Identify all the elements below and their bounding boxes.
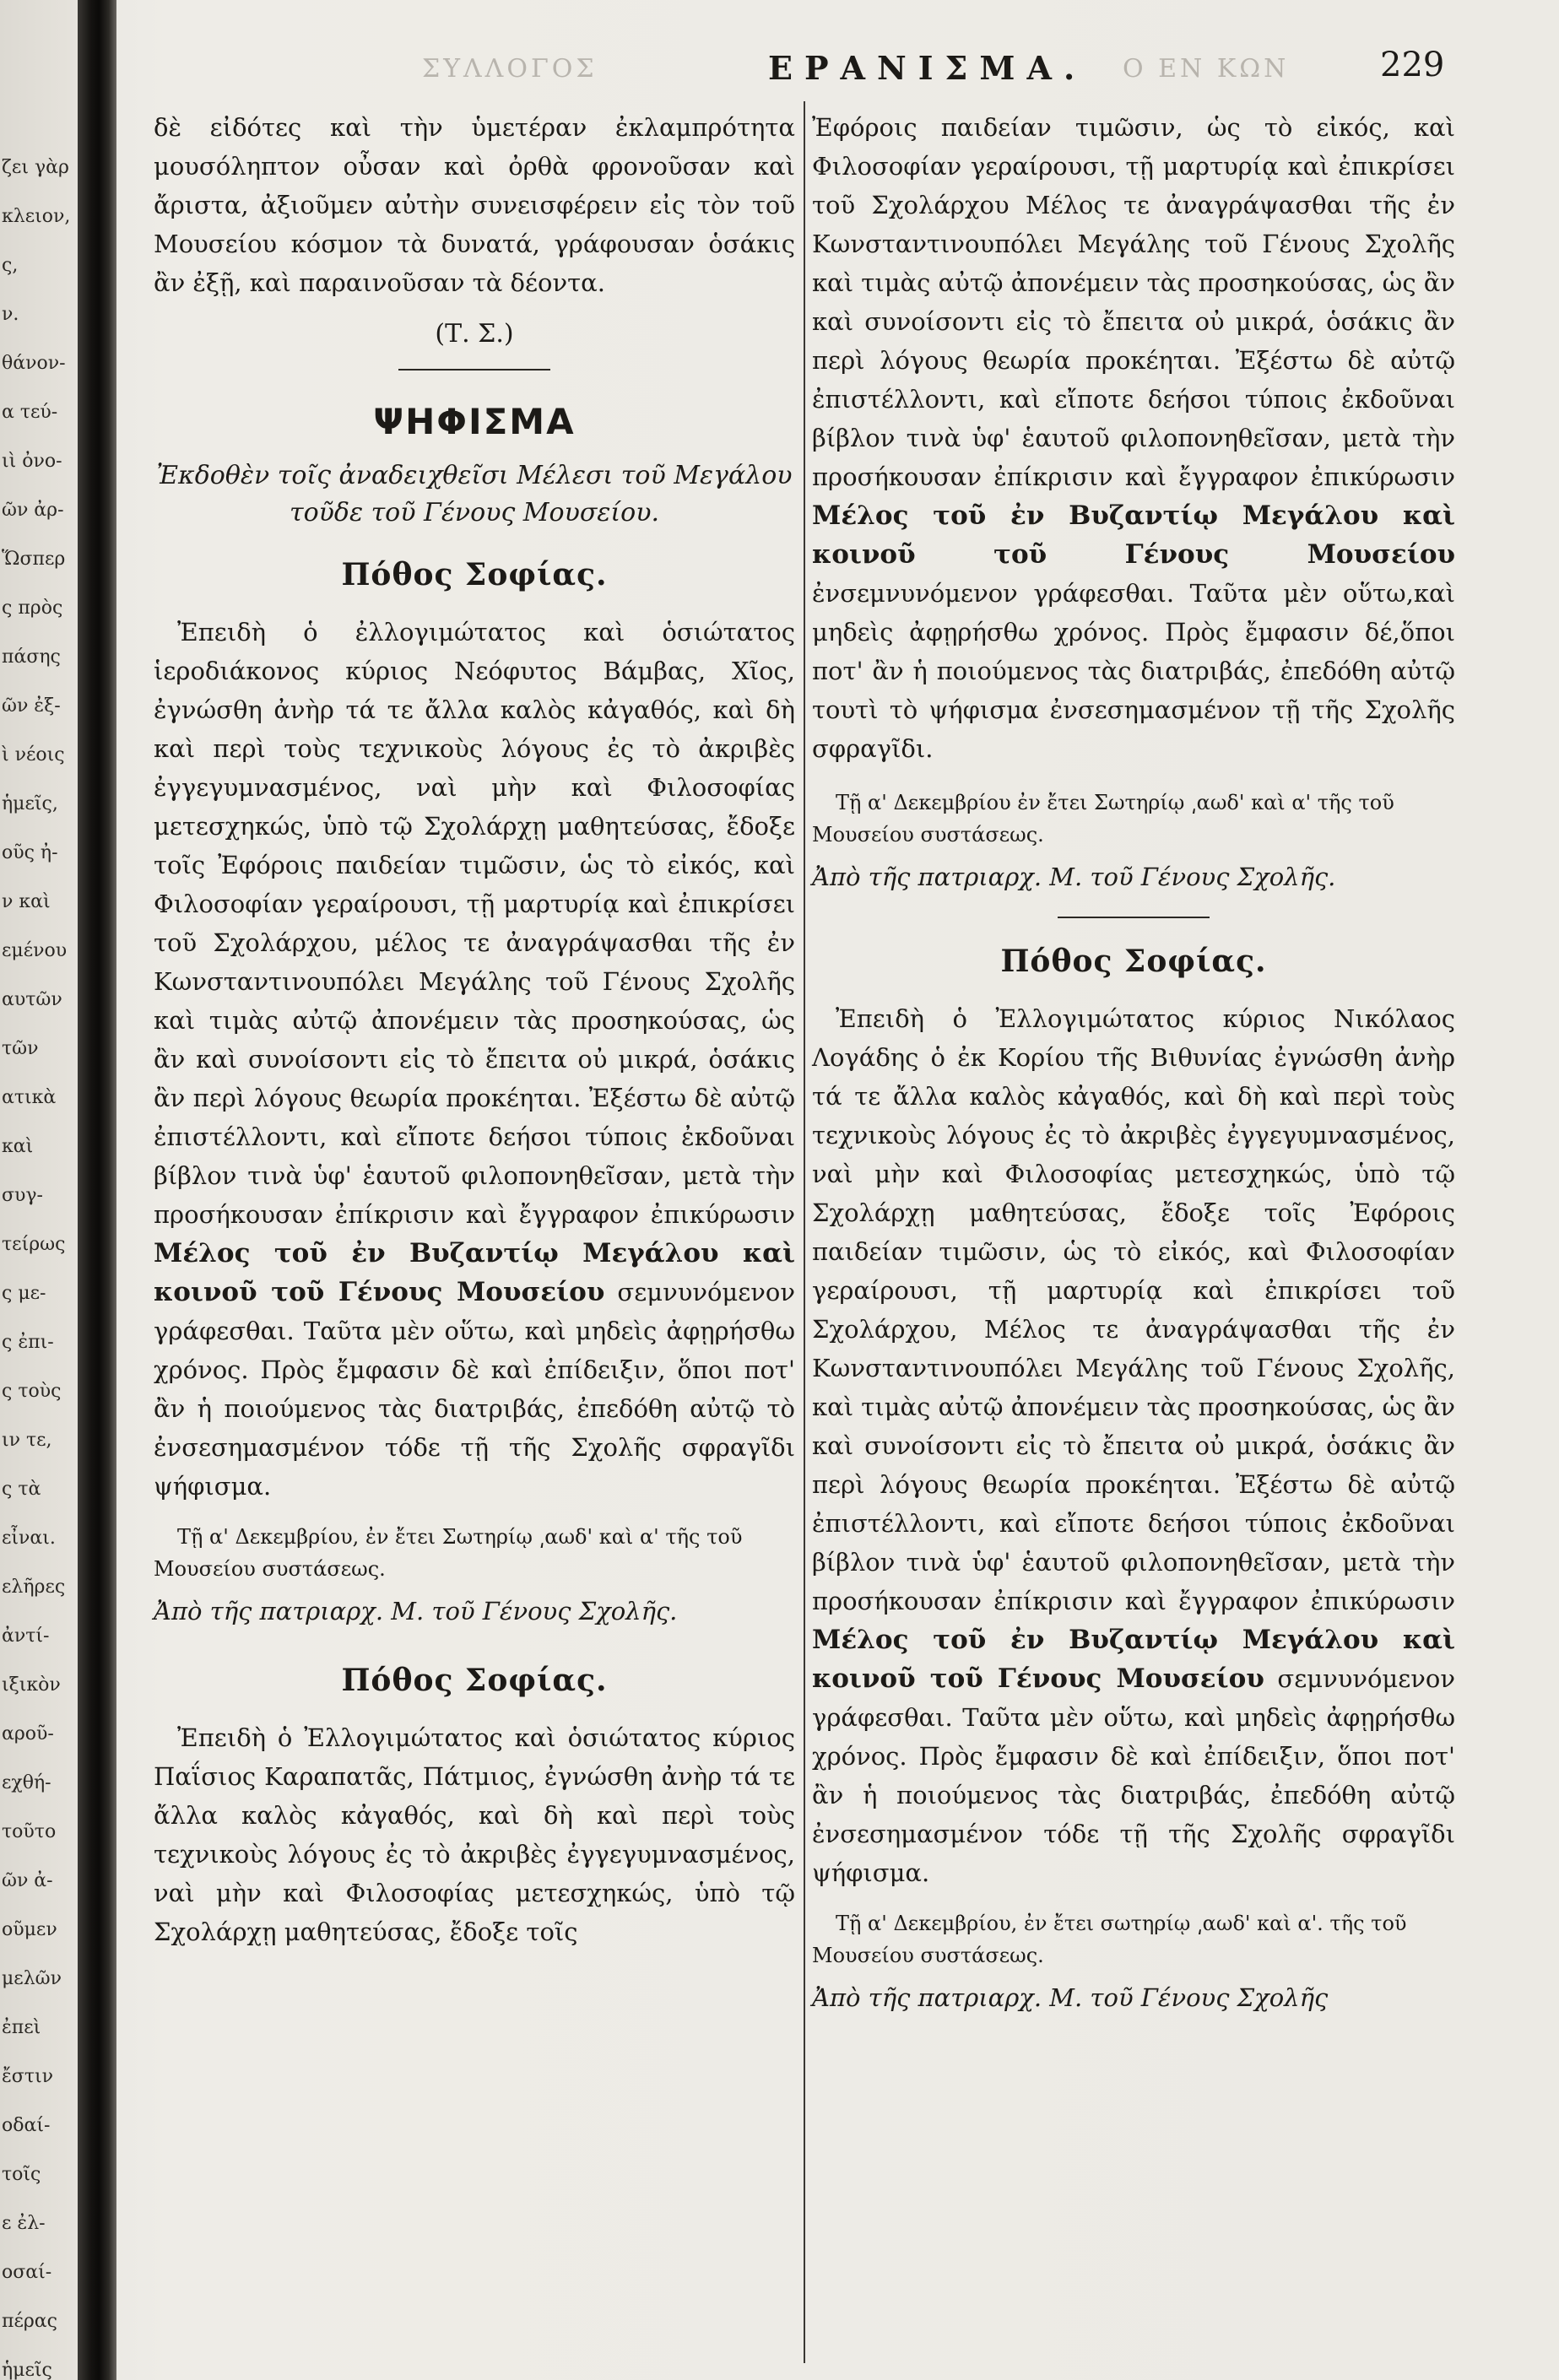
decree-date: Τῇ α' Δεκεμβρίου, ἐν ἔτει σωτηρίῳ ͵αωδ' καὶ α'. τῆς τοῦ Μουσείου συστάσεως. [812, 1912, 1407, 1967]
margin-fragment: εμένου [2, 940, 68, 961]
margin-fragment: αροῦ- [2, 1723, 54, 1744]
margin-fragment: α τεύ- [2, 402, 58, 423]
signature: (Τ. Σ.) [435, 319, 514, 349]
section-rule [1058, 917, 1210, 918]
decree-body: Ἐπειδὴ ὁ ἐλλογιμώτατος καὶ ὁσιώτατος ἱεροδιάκονος κύριος Νεόφυτος Βάμβας, Χῖος, ἐγνώσθη ἀνὴρ τά τε ἄλλα καλὸς κἀγαθός, καὶ δὴ καὶ περὶ τοὺς τεχνικοὺς λόγους ἐς τὸ ἀκριβὲς ἐγγεγυμνασμένος, ναὶ μὴν καὶ Φιλοσοφίας μετεσχηκώς, ὑπὸ τῷ Σχολάρχῃ μαθητεύσας, ἔδοξε τοῖς Ἐφόροις παιδείαν τιμῶσιν, ὡς τὸ εἰκός, καὶ Φιλοσοφίαν γεραίρουσι, τῇ μαρτυρίᾳ καὶ ἐπικρίσει τοῦ Σχολάρχου, μέλος τε ἀναγράψασθαι τῆς ἐν Κωνσταντινουπόλει Μεγάλης τοῦ Γένους Σχολῆς καὶ τιμὰς αὐτῷ ἀπονέμειν τὰς προσηκούσας, ὡς ἂν καὶ συνοίσοντι εἰς τὸ ἔπειτα οὐ μικρά, ὁσάκις ἂν περὶ λόγους θεωρία προκέηται. Ἐξέστω δὲ αὐτῷ ἐπιστέλλοντι, καὶ εἴποτε δεήσοι τύποις ἐκδοῦναι βίβλον τινὰ ὑφ' ἑαυτοῦ φιλοπονηθεῖσαν, μετὰ τὴν προσήκουσαν ἐπίκρισιν καὶ ἔγγραφον ἐπικύρωσιν [154, 618, 795, 1229]
margin-fragment: ἔστιν [2, 2066, 53, 2087]
decree-body-end: ἐνσεμνυνόμενον γράφεσθαι. Ταῦτα μὲν οὕτω,καὶ μηδεὶς ἀφῃρήσθω χρόνος. Πρὸς ἔμφασιν δέ,ὅποι ποτ' ἂν ἡ ποιούμενος τὰς διατριβάς, ἐπεδόθη αὐτῷ τουτὶ τὸ ψήφισμα ἐνσεσημασμένον τῇ τῆς Σχολῆς σφραγῖδι. [812, 579, 1455, 763]
decree-body: Ἐφόροις παιδείαν τιμῶσιν, ὡς τὸ εἰκός, καὶ Φιλοσοφίαν γεραίρουσι, τῇ μαρτυρίᾳ καὶ ἐπικρίσει τοῦ Σχολάρχου Μέλος τε ἀναγράψασθαι τῆς ἐν Κωνσταντινουπόλει Μεγάλης τοῦ Γένους Σχολῆς καὶ τιμὰς αὐτῷ ἀπονέμειν τὰς προσηκούσας, ὡς ἂν καὶ συνοίσοντι εἰς τὸ ἔπειτα οὐ μικρά, ὁσάκις ἂν περὶ λόγους θεωρία προκέηται. Ἐξέστω δὲ αὐτῷ ἐπιστέλλοντι, καὶ εἴποτε δεήσοι τύποις ἐκδοῦναι βίβλον τινὰ ὑφ' ἑαυτοῦ φιλοπονηθεῖσαν, μετὰ τὴν προσήκουσαν ἐπίκρισιν καὶ ἔγγραφον ἐπικύρωσιν [812, 113, 1455, 491]
margin-fragment: ῶν ἀρ- [2, 500, 64, 521]
margin-fragment: ἐπεὶ [2, 2017, 41, 2038]
decree-heading: ΨΗΦΙΣΜΑ [373, 401, 576, 442]
page-number: 229 [1380, 46, 1445, 84]
margin-fragment: ς με- [2, 1283, 46, 1304]
margin-fragment: ν καὶ [2, 891, 51, 912]
journal-title: ΕΡΑΝΙΣΜΑ. [768, 49, 1087, 87]
margin-fragment: αυτῶν [2, 989, 62, 1010]
column-divider [804, 101, 805, 2363]
margin-fragment: τοῦτο [2, 1821, 57, 1842]
section-rule [398, 369, 550, 371]
continued-decree-text [812, 108, 1455, 768]
decree-body-end: σεμνυνόμενον γράφεσθαι. Ταῦτα μὲν οὕτω, καὶ μηδεὶς ἀφῃρήσθω χρόνος. Πρὸς ἔμφασιν δὲ καὶ ἐπίδειξιν, ὅποι ποτ' ἂν ἡ ποιούμενος τὰς διατριβάς, ἐπεδόθη αὐτῷ τὸ ἐνσεσημασμένον τόδε τῇ τῆς Σχολῆς σφραγῖδι ψήφισμα. [154, 1278, 796, 1501]
margin-fragment: πάσης [2, 646, 61, 668]
margin-fragment: οσαί- [2, 2262, 52, 2283]
bleed-through-text-right: Ο ΕΝ ΚΩΝ [1123, 54, 1290, 84]
margin-fragment: εἶναι. [2, 1528, 56, 1549]
margin-fragment: ιξικὸν [2, 1674, 61, 1696]
section-title: Πόθος Σοφίας. [341, 557, 608, 592]
margin-fragment: τῶν [2, 1038, 39, 1059]
margin-fragment: ατικὰ [2, 1087, 57, 1108]
margin-fragment: ῶν ἐξ- [2, 695, 61, 717]
right-column [812, 108, 1455, 2012]
margin-fragment: ιν τε, [2, 1430, 52, 1451]
margin-fragment: ζει γὰρ [2, 157, 69, 178]
margin-fragment: τείρως [2, 1234, 66, 1255]
margin-fragment: ἡμεῖς [2, 2360, 52, 2380]
decree-source: Ἀπὸ τῆς πατριαρχ. Μ. τοῦ Γένους Σχολῆς. [812, 863, 1336, 891]
previous-page-edge [0, 0, 78, 2380]
decree-source: Ἀπὸ τῆς πατριαρχ. Μ. τοῦ Γένους Σχολῆς [812, 1983, 1329, 2012]
margin-fragment: ιὶ ὀνο- [2, 451, 62, 472]
margin-fragment: καὶ [2, 1136, 34, 1157]
margin-fragment: ελῆρες [2, 1577, 66, 1598]
member-title-bold: Μέλος τοῦ ἐν Βυζαντίῳ Μεγάλου καὶ κοινοῦ τοῦ Γένους Μουσείου [812, 1625, 1455, 1694]
margin-fragment: ς πρὸς [2, 598, 63, 619]
margin-fragment: οῦς ἠ- [2, 842, 58, 863]
decree-date: Τῇ α' Δεκεμβρίου ἐν ἔτει Σωτηρίῳ ͵αωδ' καὶ α' τῆς τοῦ Μουσείου συστάσεως. [812, 791, 1394, 847]
decree-body-end: σεμνυνόμενον γράφεσθαι. Ταῦτα μὲν οὕτω, καὶ μηδεὶς ἀφῃρήσθω χρόνος. Πρὸς ἔμφασιν δὲ καὶ ἐπίδειξιν, ὅποι ποτ' ἂν ἡ ποιούμενος τὰς διατριβάς, ἐπεδόθη αὐτῷ ἐνσεσημασμένον τόδε τῇ τῆς Σχολῆς σφραγῖδι ψήφισμα. [812, 1664, 1456, 1887]
opening-paragraph: δὲ εἰδότες καὶ τὴν ὑμετέραν ἐκλαμπρότητα μουσόληπτον οὖσαν καὶ ὀρθὰ φρονοῦσαν καὶ ἄριστα, ἀξιοῦμεν αὐτὴν συνεισφέρειν εἰς τὸν τοῦ Μουσείου κόσμον τὰ δυνατά, γράφουσαν ὁσάκις ἂν ἐξῇ, καὶ παραινοῦσαν τὰ δέοντα. [154, 113, 795, 297]
section-title: Πόθος Σοφίας. [1000, 944, 1267, 979]
margin-fragment: οδαί- [2, 2115, 51, 2136]
margin-fragment: θάνον- [2, 353, 66, 374]
margin-fragment: ς, [2, 255, 19, 276]
running-header [143, 44, 1460, 86]
decree-text-paisios: Ἐπειδὴ ὁ Ἐλλογιμώτατος καὶ ὁσιώτατος κύριος Παΐσιος Καραπατᾶς, Πάτμιος, ἐγνώσθη ἀνὴρ τά τε ἄλλα καλὸς κἀγαθός, καὶ δὴ καὶ περὶ τοὺς τεχνικοὺς λόγους ἐς τὸ ἀκριβὲς ἐγγεγυμνασμένος, ναὶ μὴν καὶ Φιλοσοφίας μετεσχηκώς, ὑπὸ τῷ Σχολάρχῃ μαθητεύσας, ἔδοξε τοῖς [154, 1723, 795, 1946]
margin-fragment: ἡμεῖς, [2, 793, 58, 814]
section-title: Πόθος Σοφίας. [341, 1663, 608, 1698]
margin-fragment: ῶν ἀ- [2, 1870, 53, 1891]
margin-fragment: ἀντί- [2, 1625, 50, 1647]
margin-fragment: πέρας [2, 2311, 57, 2332]
margin-fragment: κλειον, [2, 206, 71, 227]
member-title-bold: Μέλος τοῦ ἐν Βυζαντίῳ Μεγάλου καὶ κοινοῦ τοῦ Γένους Μουσείου [154, 1238, 795, 1307]
margin-fragment: τοῖς [2, 2164, 41, 2185]
margin-fragment: ς τὰ [2, 1479, 41, 1500]
decree-date: Τῇ α' Δεκεμβρίου, ἐν ἔτει Σωτηρίῳ ͵αωδ' καὶ α' τῆς τοῦ Μουσείου συστάσεως. [154, 1525, 743, 1581]
book-gutter [78, 0, 116, 2380]
decree-source: Ἀπὸ τῆς πατριαρχ. Μ. τοῦ Γένους Σχολῆς. [154, 1597, 678, 1625]
decree-subheading: Ἐκδοθὲν τοῖς ἀναδειχθεῖσι Μέλεσι τοῦ Μεγάλου τοῦδε τοῦ Γένους Μουσείου. [156, 461, 793, 527]
margin-fragment: οῦμεν [2, 1919, 57, 1940]
margin-fragment: εχθή- [2, 1772, 51, 1793]
margin-fragment: ς τοὺς [2, 1381, 62, 1402]
left-column [154, 108, 795, 1951]
decree-text-neophytos [154, 613, 795, 1506]
decree-text-logadis [812, 999, 1455, 1892]
margin-fragment: ς ἐπι- [2, 1332, 54, 1353]
margin-fragment: μελῶν [2, 1968, 62, 1989]
margin-fragment: ν. [2, 304, 19, 325]
margin-fragment: ε ἐλ- [2, 2213, 46, 2234]
margin-fragment: συγ- [2, 1185, 43, 1206]
bleed-through-text-left: ΣΥΛΛΟΓΟΣ [422, 54, 598, 84]
decree-body: Ἐπειδὴ ὁ Ἐλλογιμώτατος κύριος Νικόλαος Λογάδης ὁ ἐκ Κορίου τῆς Βιθυνίας ἐγνώσθη ἀνὴρ τά τε ἄλλα καλὸς κἀγαθός, καὶ δὴ καὶ περὶ τοὺς τεχνικοὺς λόγους ἐς τὸ ἀκριβὲς ἐγγεγυμνασμένος, ναὶ μὴν καὶ Φιλοσοφίας μετεσχηκώς, ὑπὸ τῷ Σχολάρχῃ μαθητεύσας, ἔδοξε τοῖς Ἐφόροις παιδείαν τιμῶσιν, ὡς τὸ εἰκός, καὶ Φιλοσοφίαν γεραίρουσι, τῇ μαρτυρίᾳ καὶ ἐπικρίσει τοῦ Σχολάρχου, Μέλος τε ἀναγράψασθαι τῆς ἐν Κωνσταντινουπόλει Μεγάλης τοῦ Γένους Σχολῆς, καὶ τιμὰς αὐτῷ ἀπονέμειν τὰς προσηκούσας, ὡς ἂν καὶ συνοίσοντι εἰς τὸ ἔπειτα οὐ μικρά, ὁσάκις ἂν περὶ λόγους θεωρία προκέηται. Ἐξέστω δὲ αὐτῷ ἐπιστέλλοντι, καὶ εἴποτε δεήσοι τύποις ἐκδοῦναι βίβλον τινὰ ὑφ' ἑαυτοῦ φιλοπονηθεῖσαν, μετὰ τὴν προσήκουσαν ἐπίκρισιν καὶ ἔγγραφον ἐπικύρωσιν [812, 1004, 1455, 1615]
member-title-bold: Μέλος τοῦ ἐν Βυζαντίῳ Μεγάλου καὶ κοινοῦ τοῦ Γένους Μουσείου [812, 500, 1455, 570]
margin-fragment: Ὥσπερ [2, 549, 66, 570]
margin-fragment: ὶ νέοις [2, 744, 65, 765]
